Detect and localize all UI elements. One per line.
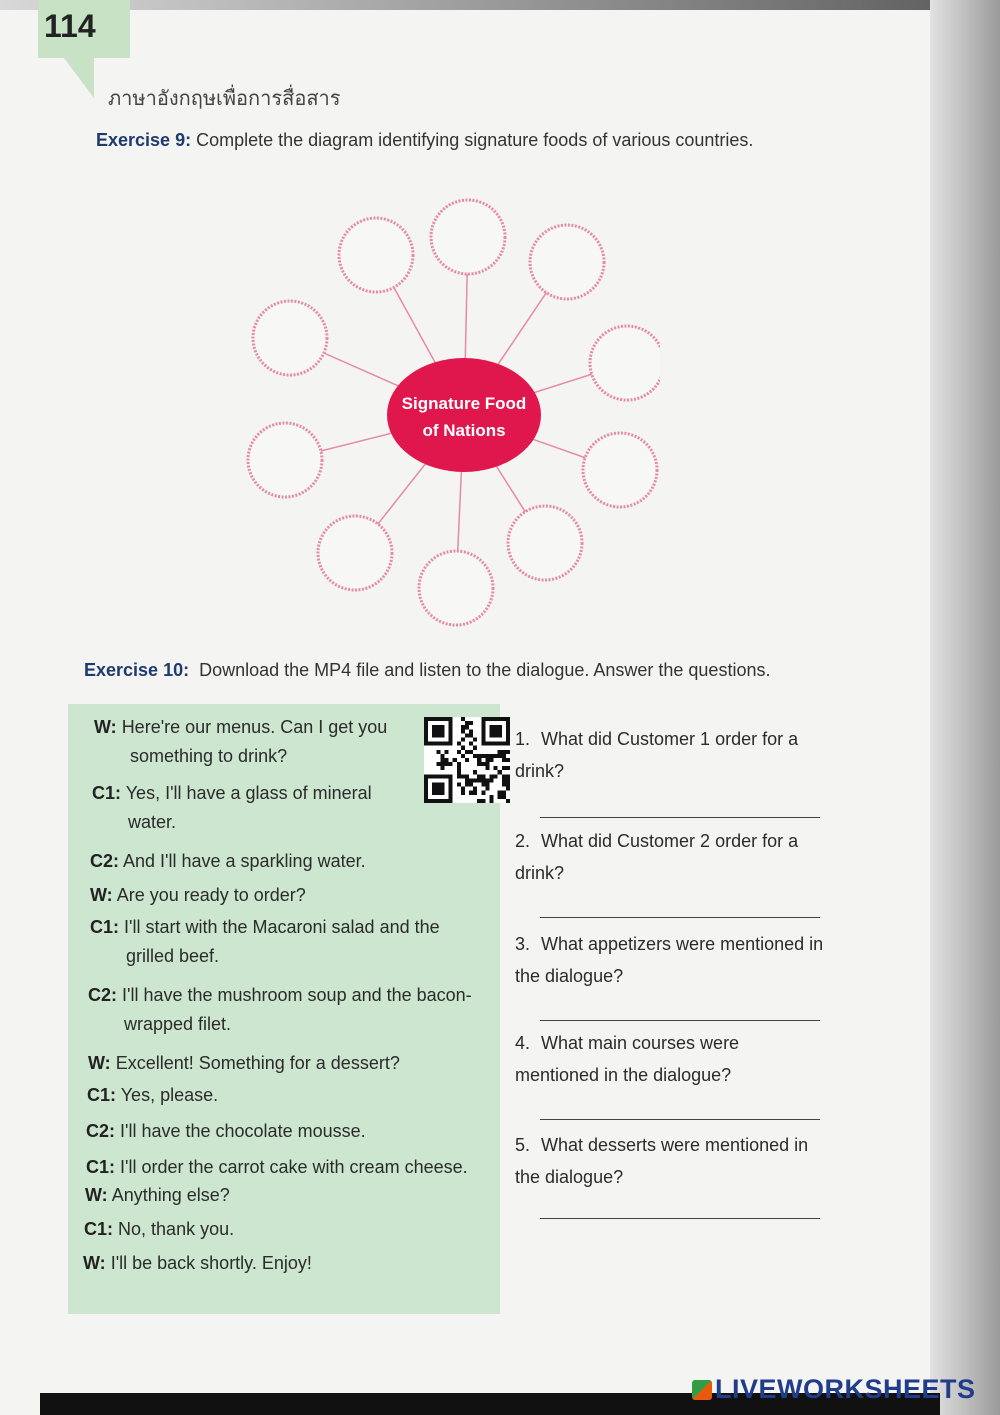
question-item [515, 1027, 825, 1091]
dialogue-text: I'll have the mushroom soup and the bacon- [122, 985, 472, 1005]
dialogue-text: No, thank you. [118, 1219, 235, 1239]
dialogue-speaker: C2: [90, 851, 120, 871]
dialogue-speaker: W: [88, 1053, 111, 1073]
dialogue-text-continued: water. [128, 812, 177, 832]
signature-food-diagram [240, 190, 660, 630]
liveworksheets-logo [692, 1374, 976, 1405]
dialogue-line [90, 917, 500, 967]
dialogue-text: I'll be back shortly. Enjoy! [110, 1253, 312, 1273]
question-text: What appetizers were mentioned in the dialogue? [515, 934, 824, 986]
dialogue-line [88, 985, 500, 1035]
exercise-9-instruction: Complete the diagram identifying signature foods of various countries. [196, 130, 754, 150]
page-binding-shadow [930, 0, 1000, 1415]
dialogue-speaker: C2: [86, 1121, 116, 1141]
diagram-answer-circle[interactable] [318, 516, 392, 590]
page-top-edge [0, 0, 1000, 10]
question-number: 4. [515, 1033, 531, 1053]
page-number-tab-fold [64, 58, 94, 98]
answer-line[interactable] [540, 817, 820, 818]
dialogue-line [84, 1219, 500, 1240]
answer-line[interactable] [540, 917, 820, 918]
answer-line[interactable] [540, 1218, 820, 1219]
dialogue-speaker: C1: [84, 1219, 114, 1239]
answer-line[interactable] [540, 1119, 820, 1120]
diagram-answer-circle[interactable] [508, 506, 582, 580]
dialogue-line [83, 1253, 500, 1274]
dialogue-speaker: W: [90, 885, 113, 905]
qr-code-icon[interactable] [424, 717, 510, 803]
dialogue-line [90, 851, 500, 872]
exercise-9-label: Exercise 9: [96, 130, 192, 150]
exercise-10-label: Exercise 10: [84, 660, 190, 680]
question-number: 1. [515, 729, 531, 749]
question-text: What desserts were mentioned in the dialogue? [515, 1135, 809, 1187]
question-text: What did Customer 1 order for a drink? [515, 729, 799, 781]
dialogue-text: I'll start with the Macaroni salad and the [124, 917, 440, 937]
diagram-center-title-line1: Signature Food [401, 394, 527, 413]
diagram-answer-circle[interactable] [590, 326, 660, 400]
dialogue-line [85, 1185, 500, 1206]
dialogue-line [86, 1121, 500, 1142]
exercise-9-heading [96, 130, 753, 151]
dialogue-speaker: W: [94, 717, 117, 737]
question-item [515, 1129, 825, 1193]
book-subtitle: ภาษาอังกฤษเพื่อการสื่อสาร [108, 88, 341, 110]
question-item [515, 928, 825, 992]
exercise-10-instruction: Download the MP4 file and listen to the dialogue. Answer the questions. [199, 660, 771, 680]
dialogue-speaker: W: [85, 1185, 108, 1205]
dialogue-text: Excellent! Something for a dessert? [115, 1053, 400, 1073]
question-number: 3. [515, 934, 531, 954]
diagram-answer-circle[interactable] [339, 218, 413, 292]
dialogue-speaker: C2: [88, 985, 118, 1005]
dialogue-speaker: C1: [90, 917, 120, 937]
dialogue-speaker: C1: [92, 783, 122, 803]
dialogue-text: Yes, please. [120, 1085, 219, 1105]
dialogue-text: Are you ready to order? [116, 885, 306, 905]
question-item [515, 825, 825, 889]
dialogue-text-continued: something to drink? [130, 746, 288, 766]
exercise-10-heading [84, 660, 770, 681]
liveworksheets-logo-text: LIVEWORKSHEETS [715, 1374, 976, 1404]
dialogue-line [87, 1085, 500, 1106]
dialogue-text-continued: grilled beef. [126, 946, 220, 966]
dialogue-text: I'll order the carrot cake with cream cheese. [120, 1157, 468, 1177]
answer-line[interactable] [540, 1020, 820, 1021]
diagram-answer-circle[interactable] [248, 423, 322, 497]
question-text: What did Customer 2 order for a drink? [515, 831, 799, 883]
diagram-answer-circle[interactable] [583, 433, 657, 507]
dialogue-text: Anything else? [111, 1185, 230, 1205]
dialogue-speaker: C1: [87, 1085, 117, 1105]
dialogue-line [88, 1053, 500, 1074]
question-number: 2. [515, 831, 531, 851]
diagram-center-title-line2: of Nations [422, 421, 506, 440]
dialogue-text: Yes, I'll have a glass of mineral [125, 783, 372, 803]
question-number: 5. [515, 1135, 531, 1155]
question-item [515, 723, 825, 787]
dialogue-text: I'll have the chocolate mousse. [120, 1121, 366, 1141]
dialogue-text-continued: wrapped filet. [124, 1014, 232, 1034]
dialogue-line [86, 1157, 500, 1178]
dialogue-speaker: W: [83, 1253, 106, 1273]
dialogue-speaker: C1: [86, 1157, 116, 1177]
diagram-answer-circle[interactable] [253, 301, 327, 375]
dialogue-text: Here're our menus. Can I get you [121, 717, 388, 737]
dialogue-line [90, 885, 500, 906]
diagram-answer-circle[interactable] [431, 200, 505, 274]
dialogue-text: And I'll have a sparkling water. [123, 851, 366, 871]
page-number: 114 [44, 8, 96, 44]
liveworksheets-badge-icon [692, 1380, 712, 1400]
diagram-answer-circle[interactable] [530, 225, 604, 299]
diagram-center-node [387, 358, 541, 472]
diagram-answer-circle[interactable] [419, 551, 493, 625]
question-text: What main courses were mentioned in the dialogue? [515, 1033, 740, 1085]
